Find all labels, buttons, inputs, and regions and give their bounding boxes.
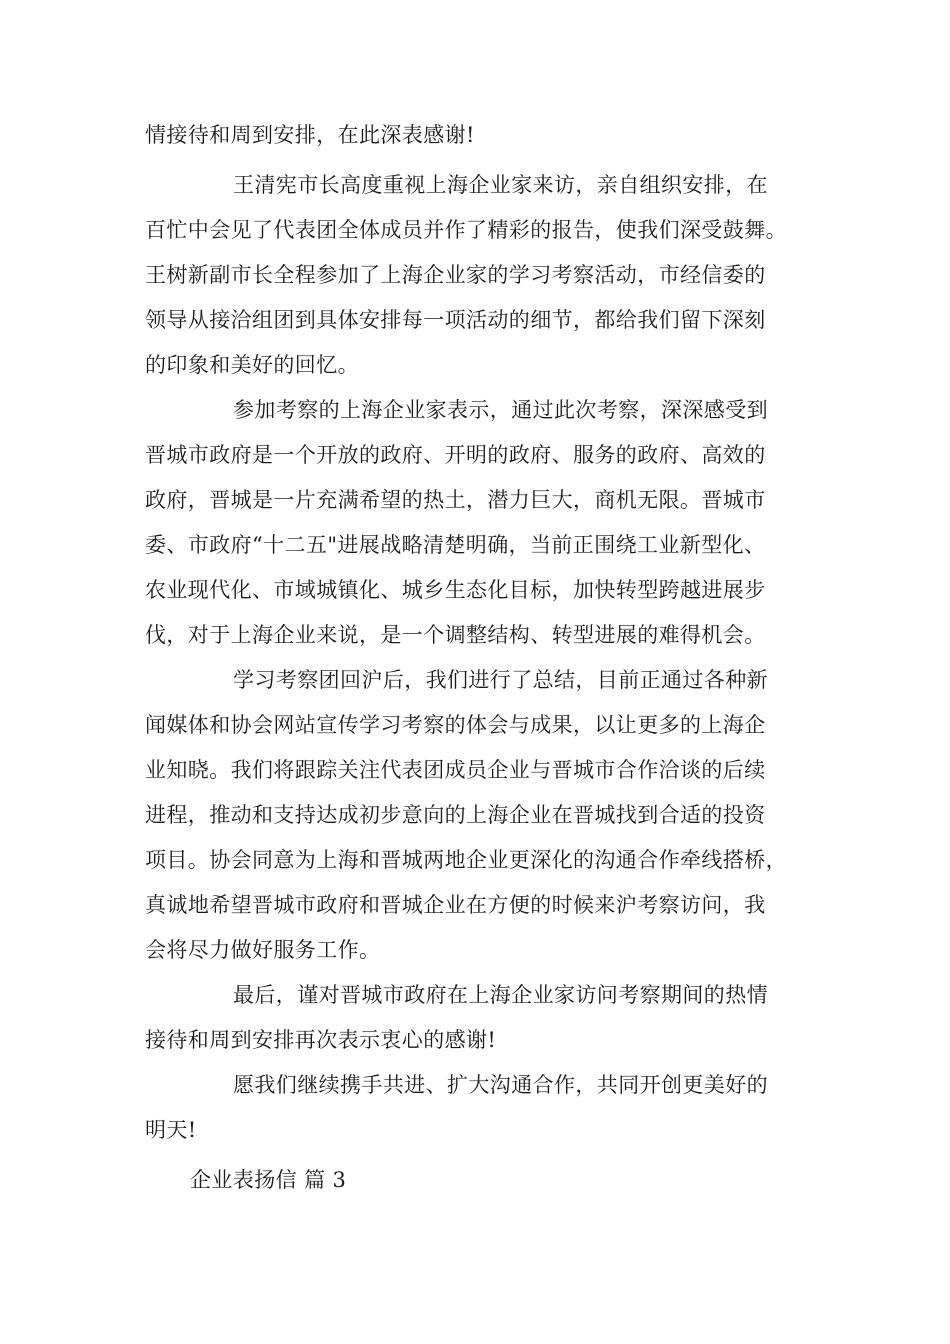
paragraph-line: 闻媒体和协会网站宣传学习考察的体会与成果，以让更多的上海企 xyxy=(145,713,766,737)
paragraph-line: 进程，推动和支持达成初步意向的上海企业在晋城找到合适的投资 xyxy=(145,803,766,827)
section-heading: 企业表扬信 篇 3 xyxy=(190,1168,347,1192)
paragraph-impressions xyxy=(145,388,815,658)
paragraph-wish xyxy=(145,1063,815,1153)
paragraph-line: 业知晓。我们将跟踪关注代表团成员企业与晋城市合作洽谈的后续 xyxy=(145,758,766,782)
paragraph-line: 的印象和美好的回忆。 xyxy=(145,353,359,377)
paragraph-line: 农业现代化、市域城镇化、城乡生态化目标，加快转型跨越进展步 xyxy=(145,578,766,602)
paragraph-line: 真诚地希望晋城市政府和晋城企业在方便的时候来沪考察访问，我 xyxy=(145,893,766,917)
paragraph-line: 参加考察的上海企业家表示，通过此次考察，深深感受到 xyxy=(233,398,768,422)
paragraph-line: 愿我们继续携手共进、扩大沟通合作，共同开创更美好的 xyxy=(233,1073,768,1097)
paragraph-line: 领导从接洽组团到具体安排每一项活动的细节，都给我们留下深刻 xyxy=(145,308,766,332)
paragraph-line: 接待和周到安排再次表示衷心的感谢! xyxy=(145,1028,497,1052)
paragraph-line: 情接待和周到安排，在此深表感谢! xyxy=(145,123,475,147)
paragraph-line: 明天! xyxy=(145,1118,197,1142)
paragraph-line: 王清宪市长高度重视上海企业家来访，亲自组织安排，在 xyxy=(233,173,768,197)
paragraph-mayor xyxy=(145,163,815,388)
paragraph-line: 项目。协会同意为上海和晋城两地企业更深化的沟通合作牵线搭桥， xyxy=(145,848,787,872)
paragraph-line: 晋城市政府是一个开放的政府、开明的政府、服务的政府、高效的 xyxy=(145,443,766,467)
paragraph-line: 学习考察团回沪后，我们进行了总结，目前正通过各种新 xyxy=(233,668,768,692)
paragraph-closing-thanks xyxy=(145,973,815,1063)
paragraph-followup xyxy=(145,658,815,973)
paragraph-line: 王树新副市长全程参加了上海企业家的学习考察活动，市经信委的 xyxy=(145,263,766,287)
paragraph-line: 百忙中会见了代表团全体成员并作了精彩的报告，使我们深受鼓舞。 xyxy=(145,218,787,242)
paragraph-line: 政府，晋城是一片充满希望的热土，潜力巨大，商机无限。晋城市 xyxy=(145,488,766,512)
paragraph-line: 委、市政府“十二五"进展战略清楚明确，当前正围绕工业新型化、 xyxy=(145,533,766,557)
paragraph-continuation xyxy=(145,113,815,158)
paragraph-line: 最后，谨对晋城市政府在上海企业家访问考察期间的热情 xyxy=(233,983,768,1007)
paragraph-line: 伐，对于上海企业来说，是一个调整结构、转型进展的难得机会。 xyxy=(145,623,766,647)
paragraph-line: 会将尽力做好服务工作。 xyxy=(145,938,381,962)
